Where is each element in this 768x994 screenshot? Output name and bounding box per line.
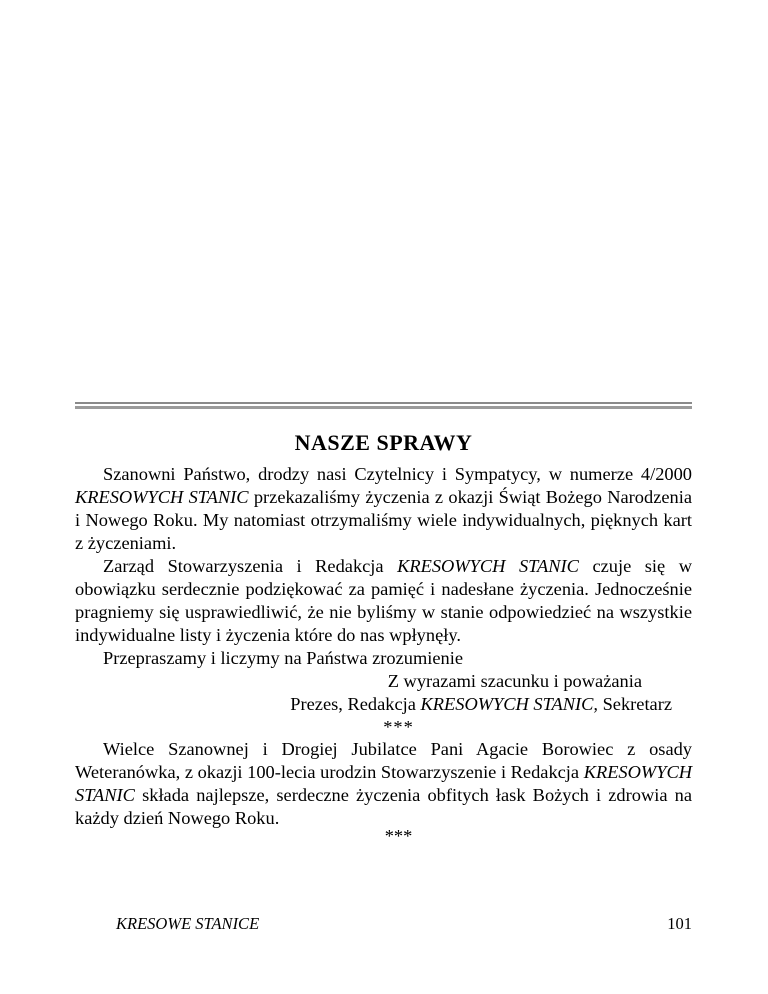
separator-stars: *** <box>383 717 414 737</box>
top-divider-thin <box>75 402 692 404</box>
article-body <box>75 463 692 739</box>
page-number: 101 <box>667 914 692 933</box>
paragraph-2: Zarząd Stowarzyszenia i Redakcja KRESOWYCH STANIC czuje się w obowiązku serdecznie podziękować za pamięć i nadesłane życzenia. Jednocześnie pragniemy się usprawiedliwić, że nie byliśmy w stanie odpowiedzieć na wszystkie indywidualne listy i życzenia które do nas wpłynęły. <box>75 556 693 645</box>
paragraph-4: Wielce Szanownej i Drogiej Jubilatce Pani Agacie Borowiec z osady Weteranówka, z okazji 100-lecia urodzin Stowarzyszenie i Redakcja KRESOWYCH STANIC składa najlepsze, serdeczne życzenia obfitych łask Bożych i zdrowia na każdy dzień Nowego Roku. <box>75 739 692 828</box>
top-divider-thick <box>75 406 692 409</box>
signature-line: Prezes, Redakcja KRESOWYCH STANIC, Sekretarz <box>290 694 672 714</box>
separator-stars-2: *** <box>384 826 413 846</box>
footer-journal-name: KRESOWE STANICE <box>116 914 260 933</box>
journal-name-italic: KRESOWYCH STANIC <box>75 487 249 507</box>
paragraph-3: Przepraszamy i liczymy na Państwa zrozumienie <box>103 648 464 668</box>
greeting-block <box>75 738 692 830</box>
journal-name-italic: KRESOWYCH STANIC <box>397 556 579 576</box>
journal-name-italic: KRESOWYCH STANIC, <box>420 694 598 714</box>
paragraph-1: Szanowni Państwo, drodzy nasi Czytelnicy i Sympatycy, w numerze 4/2000 KRESOWYCH STANIC przekazaliśmy życzenia z okazji Świąt Bożego Narodzenia i Nowego Roku. My natomiast otrzymaliśmy wiele indywidualnych, pięknych kart z życzeniami. <box>75 464 692 553</box>
section-title: NASZE SPRAWY <box>294 430 473 455</box>
journal-name-italic: KRESOWYCH STANIC <box>75 762 692 805</box>
closing-line: Z wyrazami szacunku i poważania <box>387 671 642 691</box>
